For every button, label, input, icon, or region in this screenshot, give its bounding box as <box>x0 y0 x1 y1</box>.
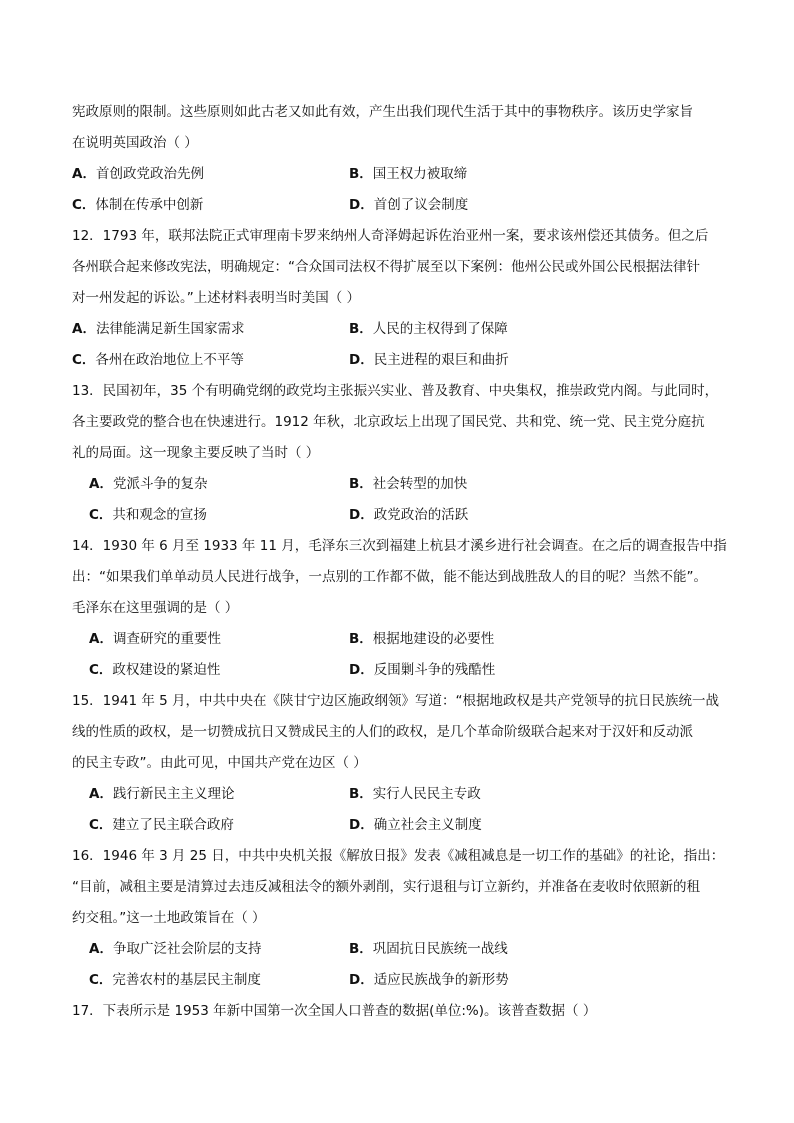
option-b: B．巩固抗日民族统一战线 <box>349 941 508 957</box>
option-c: C．体制在传承中创新 <box>72 197 204 213</box>
options-row <box>72 655 728 686</box>
option-a: A．法律能满足新生国家需求 <box>72 321 245 337</box>
question-text-line: 约交租。”这一土地政策旨在（ ） <box>72 910 266 926</box>
question-text-line: 12．1793 年，联邦法院正式审理南卡罗来纳州人奇泽姆起诉佐治亚州一案，要求该州偿还其债务。但之后 <box>72 228 709 244</box>
question-text-line: 在说明英国政治（ ） <box>72 135 198 151</box>
option-d: D．政党政治的活跃 <box>349 507 469 523</box>
options-row <box>72 469 728 500</box>
option-b: B．社会转型的加快 <box>349 476 468 492</box>
question-text-line: 14．1930 年 6 月至 1933 年 11 月，毛泽东三次到福建上杭县才溪乡进行社会调查。在之后的调查报告中指 <box>72 538 727 554</box>
question-14 <box>72 531 728 686</box>
option-d: D．适应民族战争的新形势 <box>349 972 509 988</box>
options-row <box>72 345 728 376</box>
option-b: B．根据地建设的必要性 <box>349 631 495 647</box>
question-text-line: 礼的局面。这一现象主要反映了当时（ ） <box>72 445 320 461</box>
options-row <box>72 779 728 810</box>
question-text-line: “目前，减租主要是清算过去违反减租法令的额外剥削，实行退租与订立新约，并准备在麦收时依照新的租 <box>72 879 700 895</box>
question-text-line: 对一州发起的诉讼。”上述材料表明当时美国（ ） <box>72 290 361 306</box>
options-row <box>72 624 728 655</box>
options-row <box>72 159 728 190</box>
option-d: D．确立社会主义制度 <box>349 817 482 833</box>
options-row <box>72 500 728 531</box>
question-12 <box>72 221 728 376</box>
option-b: B．人民的主权得到了保障 <box>349 321 508 337</box>
option-c: C．完善农村的基层民主制度 <box>89 972 261 988</box>
question-17 <box>72 996 728 1027</box>
options-row <box>72 810 728 841</box>
option-b: B．实行人民民主专政 <box>349 786 481 802</box>
option-d: D．民主进程的艰巨和曲折 <box>349 352 509 368</box>
options-row <box>72 965 728 996</box>
option-a: A．争取广泛社会阶层的支持 <box>89 941 262 957</box>
option-d: D．反围剿斗争的残酷性 <box>349 662 496 678</box>
question-text-line: 宪政原则的限制。这些原则如此古老又如此有效，产生出我们现代生活于其中的事物秩序。该历史学家旨 <box>72 104 693 120</box>
options-row <box>72 314 728 345</box>
option-d: D．首创了议会制度 <box>349 197 469 213</box>
options-row <box>72 934 728 965</box>
option-c: C．各州在政治地位上不平等 <box>72 352 244 368</box>
option-c: C．建立了民主联合政府 <box>89 817 234 833</box>
question-text-line: 各主要政党的整合也在快速进行。1912 年秋，北京政坛上出现了国民党、共和党、统一党、民主党分庭抗 <box>72 414 705 430</box>
question-text-line: 出：“如果我们单单动员人民进行战争，一点别的工作都不做，能不能达到战胜敌人的目的呢？当然不能”。 <box>72 569 707 585</box>
question-text-line: 15．1941 年 5 月，中共中央在《陕甘宁边区施政纲领》写道：“根据地政权是共产党领导的抗日民族统一战 <box>72 693 719 709</box>
option-a: A．党派斗争的复杂 <box>89 476 208 492</box>
option-c: C．政权建设的紧迫性 <box>89 662 221 678</box>
option-a: A．践行新民主主义理论 <box>89 786 235 802</box>
question-15 <box>72 686 728 841</box>
question-text-line: 16．1946 年 3 月 25 日，中共中央机关报《解放日报》发表《减租减息是一切工作的基础》的社论，指出： <box>72 848 725 864</box>
option-c: C．共和观念的宣扬 <box>89 507 207 523</box>
question-text-line: 的民主专政”。由此可见，中国共产党在边区（ ） <box>72 755 367 771</box>
option-a: A．首创政党政治先例 <box>72 166 204 182</box>
option-b: B．国王权力被取缔 <box>349 166 468 182</box>
question-text-line: 各州联合起来修改宪法，明确规定：“合众国司法权不得扩展至以下案例：他州公民或外国公民根据法律针 <box>72 259 700 275</box>
options-row <box>72 190 728 221</box>
question-text-line: 13．民国初年，35 个有明确党纲的政党均主张振兴实业、普及教育、中央集权，推崇政党内阁。与此同时， <box>72 383 719 399</box>
question-text-line: 线的性质的政权，是一切赞成抗日又赞成民主的人们的政权，是几个革命阶级联合起来对于汉奸和反动派 <box>72 724 693 740</box>
question-text-line: 毛泽东在这里强调的是（ ） <box>72 600 239 616</box>
question-11 <box>72 97 728 221</box>
option-a: A．调查研究的重要性 <box>89 631 221 647</box>
question-13 <box>72 376 728 531</box>
question-list <box>72 97 728 1027</box>
question-text-line: 17．下表所示是 1953 年新中国第一次全国人口普查的数据(单位:%)。该普查数据（ ） <box>72 1003 597 1019</box>
question-16 <box>72 841 728 996</box>
